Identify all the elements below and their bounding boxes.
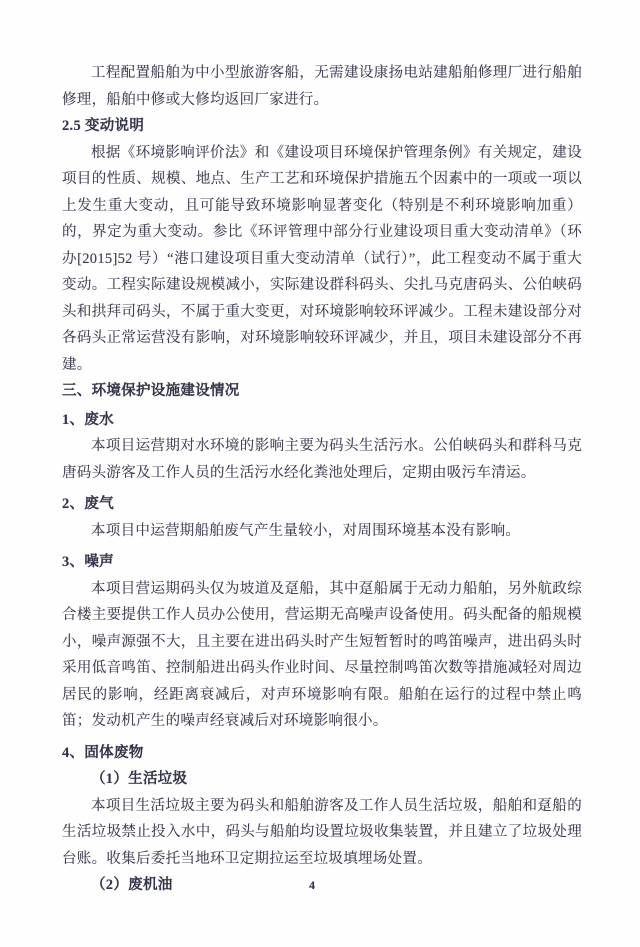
paragraph-change-explanation: 根据《环境影响评价法》和《建设项目环境保护管理条例》有关规定，建设项目的性质、规模、地点、生产工艺和环境保护措施五个因素中的一项或一项以上发生重大变动，且可能导致环境影响显著变化（特别是不利环境影响加重）的，界定为重大变动。参比《环评管理中部分行业建设项目重大变动清单》（环办[2015]52 号）“港口建设项目重大变动清单（试行）”，此工程变动不属于重大变动。工程实际建设规模减小，实际建设群科码头、尖扎马克唐码头、公伯峡码头和拱拜司码头，不属于重大变更，对环境影响较环评减少。工程未建设部分对各码头正常运营没有影响，对环境影响较环评减少，并且，项目未建设部分不再建。 (62, 144, 582, 373)
subitem-1-domestic-garbage: （1）生活垃圾 (91, 771, 188, 787)
heading-2-5-change-description: 2.5 变动说明 (62, 118, 145, 134)
subitem-2-waste-engine-oil: （2）废机油 (91, 877, 173, 893)
subheading-3-noise: 3、噪声 (62, 554, 114, 570)
subheading-4-solid-waste: 4、固体废物 (62, 744, 144, 761)
subheading-2-waste-gas: 2、废气 (62, 496, 114, 512)
paragraph-noise: 本项目营运期码头仅为坡道及趸船，其中趸船属于无动力船舶，另外航政综合楼主要提供工作人员办公使用，营运期无高噪声设备使用。码头配备的船规模小，噪声源强不大，且主要在进出码头时产生短暂暂时的鸣笛噪声，进出码头时采用低音鸣笛、控制船进出码头作业时间、尽量控制鸣笛次数等措施减轻对周边居民的影响，经距离衰减后，对声环境影响有限。船舶在运行的过程中禁止鸣笛；发动机产生的噪声经衰减后对环境影响很小。 (62, 580, 582, 729)
document-body (62, 60, 582, 899)
paragraph-waste-gas: 本项目中运营期船舶废气产生量较小，对周围环境基本没有影响。 (91, 522, 521, 539)
paragraph-wastewater: 本项目运营期对水环境的影响主要为码头生活污水。公伯峡码头和群科马克唐码头游客及工作人员的生活污水经化粪池处理后，定期由吸污车清运。 (62, 438, 582, 481)
page-number: 4 (309, 878, 315, 892)
heading-3-env-protection-facilities: 三、环境保护设施建设情况 (62, 383, 240, 399)
paragraph-ship-config: 工程配置船舶为中小型旅游客船，无需建设康扬电站建船舶修理厂进行船舶修理，船舶中修或大修均返回厂家进行。 (62, 65, 582, 108)
subheading-1-wastewater: 1、废水 (62, 411, 114, 428)
paragraph-domestic-garbage: 本项目生活垃圾主要为码头和船舶游客及工作人员生活垃圾，船舶和趸船的生活垃圾禁止投入水中，码头与船舶均设置垃圾收集装置，并且建立了垃圾处理台账。收集后委托当地环卫定期拉运至垃圾填埋场处置。 (62, 797, 582, 867)
